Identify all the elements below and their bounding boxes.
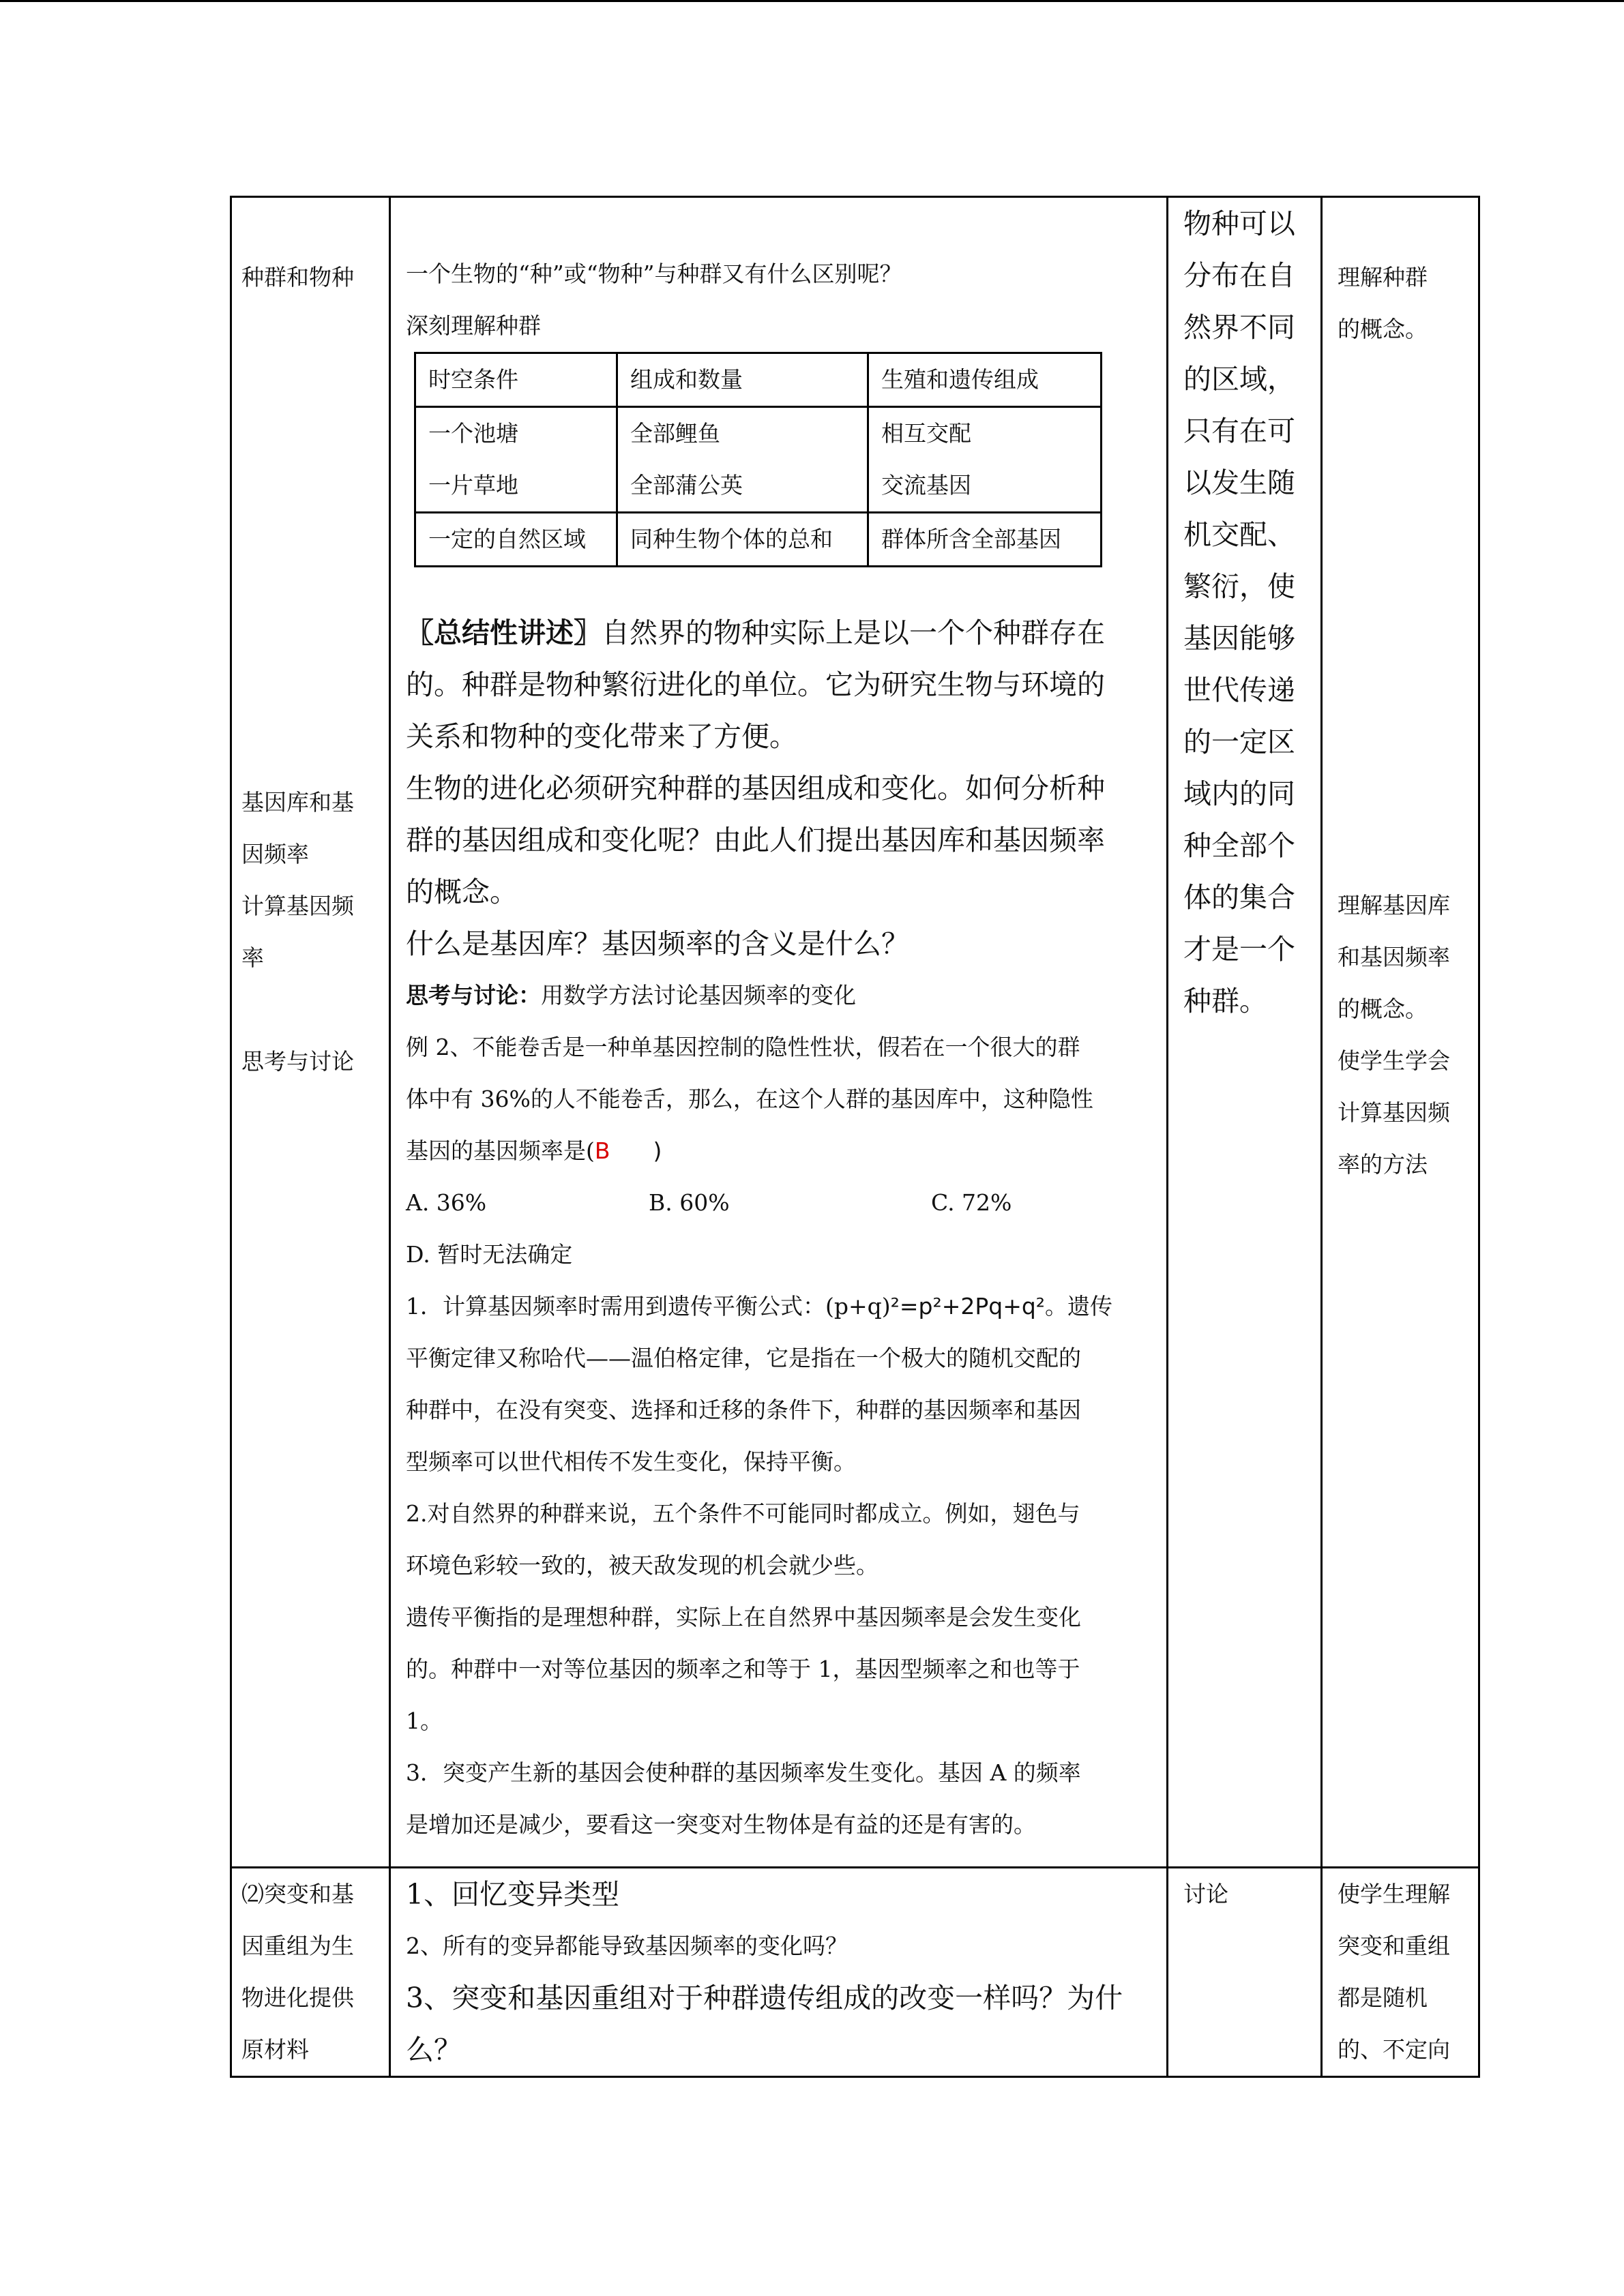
lesson-plan-table	[230, 196, 1480, 2078]
goal-cell: 使学生理解 突变和重组 都是随机 的、不定向	[1322, 1868, 1479, 2077]
activity-cell: 物种可以 分布在自 然界不同 的区域， 只有在可 以发生随 机交配、 繁衍，使 基因能够 世代传递 的一定区 域内的同 种全部个 体的集合 才是一个 种群。	[1168, 197, 1322, 1868]
para-line: 2.对自然界的种群来说，五个条件不可能同时都成立。例如，翅色与	[406, 1500, 1080, 1527]
topic-gene-line: 率	[241, 944, 264, 971]
para-line: 3．突变产生新的基因会使种群的基因频率发生变化。基因 A 的频率	[406, 1759, 1081, 1786]
topic-discuss: 思考与讨论	[241, 1048, 354, 1075]
evolution-line: 生物的进化必须研究种群的基因组成和变化。如何分析种	[406, 772, 1105, 805]
formula-line: 1．计算基因频率时需用到遗传平衡公式：(p+q)²=p²+2Pq+q²。遗传	[406, 1293, 1113, 1320]
para-line: 平衡定律又称哈代——温伯格定律，它是指在一个极大的随机交配的	[406, 1345, 1081, 1371]
table-row	[231, 1868, 1479, 2077]
content-cell: 1、回忆变异类型 2、所有的变异都能导致基因频率的变化吗？ 3、突变和基因重组对于种群遗传组成的改变一样吗？为什 么？	[390, 1868, 1168, 2077]
activity-cell: 讨论	[1168, 1868, 1322, 2077]
table-cell: 相互交配 交流基因	[868, 407, 1102, 513]
evolution-line: 的概念。	[406, 876, 518, 908]
topic-cell: ⑵突变和基 因重组为生 物进化提供 原材料	[231, 1868, 390, 2077]
table-cell: 全部鲤鱼 全部蒲公英	[617, 407, 868, 513]
topic-gene-line: 因频率	[241, 841, 309, 867]
discuss-line: 思考与讨论：用数学方法讨论基因频率的变化	[406, 982, 856, 1009]
para-line: 的。种群中一对等位基因的频率之和等于 1，基因型频率之和也等于	[406, 1656, 1080, 1682]
question-text: 一个生物的“种”或“物种”与种群又有什么区别呢？	[406, 260, 902, 287]
header-cell: 时空条件	[415, 353, 617, 407]
population-table	[414, 352, 1102, 567]
table-cell: 一定的自然区域	[415, 513, 617, 567]
para-line: 是增加还是减少，要看这一突变对生物体是有益的还是有害的。	[406, 1811, 1036, 1838]
gene-pool-question: 什么是基因库？基因频率的含义是什么？	[406, 927, 909, 960]
goal-cell: 理解种群 的概念。 理解基因库 和基因频率 的概念。 使学生学会 计算基因频 率的方法	[1322, 197, 1479, 1868]
answer-text: B	[594, 1137, 610, 1164]
topic-species: 种群和物种	[241, 264, 354, 290]
para-line: 遗传平衡指的是理想种群，实际上在自然界中基因频率是会发生变化	[406, 1604, 1081, 1630]
summary-line: 的。种群是物种繁衍进化的单位。它为研究生物与环境的	[406, 668, 1105, 701]
option-d: D. 暂时无法确定	[406, 1241, 573, 1268]
topic-gene-line: 计算基因频	[241, 893, 354, 919]
example-line: 体中有 36%的人不能卷舌，那么，在这个人群的基因库中，这种隐性	[406, 1086, 1093, 1112]
table-cell: 群体所含全部基因	[868, 513, 1102, 567]
options-line: A. 36% B. 60% C. 72%	[406, 1189, 1012, 1216]
table-cell: 一个池塘 一片草地	[415, 407, 617, 513]
summary-line: 关系和物种的变化带来了方便。	[406, 720, 797, 753]
para-line: 1。	[406, 1708, 443, 1734]
example-line: 基因的基因频率是(B )	[406, 1137, 662, 1164]
evolution-line: 群的基因组成和变化呢？由此人们提出基因库和基因频率	[406, 824, 1105, 856]
para-line: 型频率可以世代相传不发生变化，保持平衡。	[406, 1448, 856, 1475]
example-line: 例 2、不能卷舌是一种单基因控制的隐性性状，假若在一个很大的群	[406, 1034, 1080, 1060]
table-row	[231, 197, 1479, 1868]
header-cell: 生殖和遗传组成	[868, 353, 1102, 407]
topic-cell	[231, 197, 390, 1868]
header-cell: 组成和数量	[617, 353, 868, 407]
summary-line: 〖总结性讲述〗自然界的物种实际上是以一个个种群存在	[406, 616, 1105, 649]
content-cell	[390, 197, 1168, 1868]
table-cell: 同种生物个体的总和	[617, 513, 868, 567]
topic-gene-line: 基因库和基	[241, 789, 354, 816]
para-line: 种群中，在没有突变、选择和迁移的条件下，种群的基因频率和基因	[406, 1397, 1081, 1423]
deep-title: 深刻理解种群	[406, 312, 541, 339]
para-line: 环境色彩较一致的，被天敌发现的机会就少些。	[406, 1552, 879, 1579]
